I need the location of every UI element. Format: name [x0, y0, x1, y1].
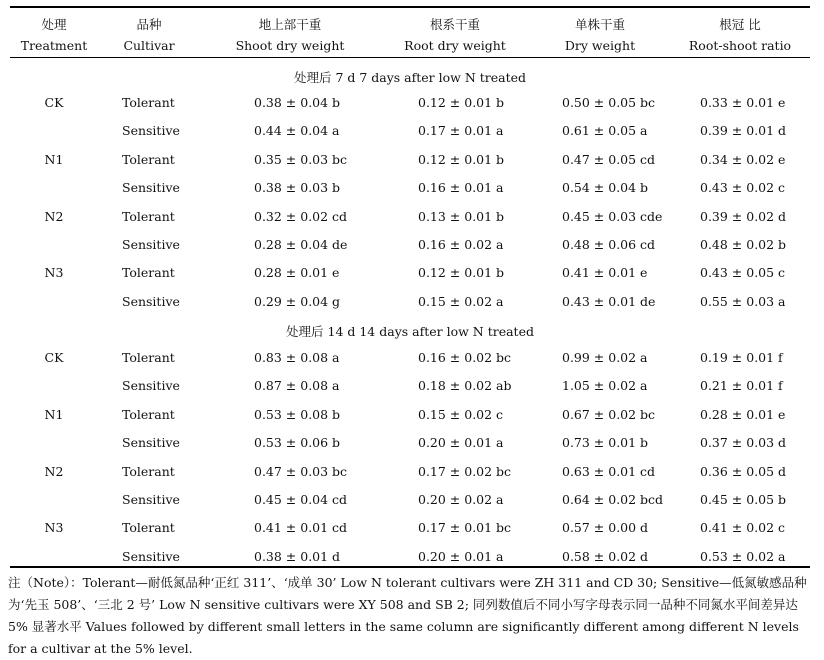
cell-root-dry-weight: 0.12 ± 0.01 b: [418, 95, 505, 110]
table-note: 注（Note）：Tolerant—耐低氮品种‘正红 311’、‘成单 30’ Low N tolerant cultivars were ZH 311 and CD 30; Sensitive—低氮敏感品种为‘先玉 508’、‘三北 2 号’ Low N sensitive cultivars were XY 508 and SB 2; 同列数值后不同小写字母表示同一品种不同氮水平间差异达 5% 显著水平 Values followed by different small letters in the same column are significantly different among different N levels for a cultivar at the 5% level.: [8, 575, 807, 656]
cell-root-dry-weight: 0.16 ± 0.02 a: [418, 237, 504, 252]
section-title: 处理后 7 d 7 days after low N treated: [293, 70, 527, 85]
cell-root-shoot-ratio: 0.43 ± 0.05 c: [700, 265, 786, 281]
cell-dry-weight: 0.73 ± 0.01 b: [562, 435, 649, 451]
cell-treatment: N2: [44, 208, 64, 224]
cell-root-dry-weight: 0.17 ± 0.02 bc: [418, 463, 512, 479]
cell-root-shoot-ratio: 0.19 ± 0.01 f: [700, 350, 783, 365]
cell-dry-weight: 0.41 ± 0.01 e: [562, 265, 648, 281]
cell-dry-weight: 0.47 ± 0.05 cd: [562, 151, 656, 167]
cell-root-shoot-ratio: 0.53 ± 0.02 a: [700, 548, 786, 564]
cell-shoot-dry-weight: 0.83 ± 0.08 a: [254, 350, 340, 365]
cell-root-shoot-ratio: 0.28 ± 0.01 e: [700, 406, 786, 422]
cell-treatment: CK: [44, 95, 64, 110]
cell-dry-weight: 0.58 ± 0.02 d: [562, 548, 649, 564]
cell-cultivar: Sensitive: [122, 293, 180, 309]
cell-shoot-dry-weight: 0.38 ± 0.01 d: [254, 548, 341, 564]
cell-root-shoot-ratio: 0.43 ± 0.02 c: [700, 180, 786, 196]
cell-root-dry-weight: 0.12 ± 0.01 b: [418, 265, 505, 281]
cell-cultivar: Sensitive: [122, 378, 180, 394]
header-root-dry-weight: 根系干重 Root dry weight: [404, 17, 506, 53]
cell-root-dry-weight: 0.20 ± 0.01 a: [418, 435, 504, 451]
cell-dry-weight: 0.61 ± 0.05 a: [562, 123, 648, 139]
cell-root-dry-weight: 0.13 ± 0.01 b: [418, 208, 505, 224]
cell-treatment: N1: [44, 406, 64, 422]
cell-shoot-dry-weight: 0.38 ± 0.03 b: [254, 180, 341, 196]
cell-shoot-dry-weight: 0.28 ± 0.01 e: [254, 265, 340, 281]
header-dry-weight: 单株干重 Dry weight: [564, 17, 636, 53]
cell-shoot-dry-weight: 0.32 ± 0.02 cd: [254, 208, 348, 224]
cell-shoot-dry-weight: 0.44 ± 0.04 a: [254, 123, 340, 139]
cell-dry-weight: 0.43 ± 0.01 de: [562, 293, 656, 309]
cell-dry-weight: 0.54 ± 0.04 b: [562, 180, 649, 196]
cell-root-shoot-ratio: 0.45 ± 0.05 b: [700, 492, 787, 507]
cell-dry-weight: 0.57 ± 0.00 d: [562, 520, 649, 536]
cell-cultivar: Sensitive: [122, 548, 180, 564]
cell-root-dry-weight: 0.16 ± 0.01 a: [418, 180, 504, 196]
cell-root-dry-weight: 0.18 ± 0.02 ab: [418, 378, 512, 394]
cell-shoot-dry-weight: 0.45 ± 0.04 cd: [254, 492, 348, 507]
cell-root-dry-weight: 0.20 ± 0.01 a: [418, 548, 504, 564]
cell-root-dry-weight: 0.17 ± 0.01 bc: [418, 520, 512, 536]
cell-root-shoot-ratio: 0.21 ± 0.01 f: [700, 378, 783, 394]
cell-root-shoot-ratio: 0.34 ± 0.02 e: [700, 151, 786, 167]
cell-cultivar: Sensitive: [122, 237, 180, 252]
cell-root-dry-weight: 0.16 ± 0.02 bc: [418, 350, 512, 365]
cell-cultivar: Tolerant: [122, 265, 175, 281]
cell-dry-weight: 0.63 ± 0.01 cd: [562, 463, 656, 479]
header-treatment: 处理 Treatment: [20, 17, 88, 53]
header-shoot-dry-weight: 地上部干重 Shoot dry weight: [235, 17, 345, 53]
cell-shoot-dry-weight: 0.35 ± 0.03 bc: [254, 151, 348, 167]
cell-shoot-dry-weight: 0.53 ± 0.08 b: [254, 406, 341, 422]
cell-cultivar: Sensitive: [122, 123, 180, 139]
cell-root-shoot-ratio: 0.39 ± 0.02 d: [700, 208, 787, 224]
cell-treatment: N3: [44, 520, 64, 536]
cell-treatment: N3: [44, 265, 64, 281]
cell-root-shoot-ratio: 0.37 ± 0.03 d: [700, 435, 787, 451]
cell-shoot-dry-weight: 0.29 ± 0.04 g: [254, 293, 341, 309]
cell-root-shoot-ratio: 0.55 ± 0.03 a: [700, 293, 786, 309]
header-root-shoot-ratio: 根冠 比 Root-shoot ratio: [688, 17, 792, 53]
header-rule: [10, 57, 810, 58]
cell-root-dry-weight: 0.15 ± 0.02 a: [418, 293, 504, 309]
cell-treatment: CK: [44, 350, 64, 365]
cell-root-shoot-ratio: 0.39 ± 0.01 d: [700, 123, 787, 139]
cell-cultivar: Tolerant: [122, 520, 175, 536]
cell-cultivar: Tolerant: [122, 95, 175, 110]
cell-dry-weight: 0.50 ± 0.05 bc: [562, 95, 656, 110]
cell-dry-weight: 0.48 ± 0.06 cd: [562, 237, 656, 252]
cell-dry-weight: 1.05 ± 0.02 a: [562, 378, 648, 394]
cell-shoot-dry-weight: 0.38 ± 0.04 b: [254, 95, 341, 110]
header-cultivar: 品种 Cultivar: [123, 17, 175, 53]
bottom-rule: [10, 566, 810, 568]
cell-root-shoot-ratio: 0.36 ± 0.05 d: [700, 463, 787, 479]
cell-treatment: N1: [44, 151, 64, 167]
cell-shoot-dry-weight: 0.41 ± 0.01 cd: [254, 520, 348, 536]
cell-root-dry-weight: 0.17 ± 0.01 a: [418, 123, 504, 139]
cell-treatment: N2: [44, 463, 64, 479]
cell-root-shoot-ratio: 0.41 ± 0.02 c: [700, 520, 786, 536]
cell-root-shoot-ratio: 0.48 ± 0.02 b: [700, 237, 787, 252]
cell-dry-weight: 0.99 ± 0.02 a: [562, 350, 648, 365]
cell-dry-weight: 0.67 ± 0.02 bc: [562, 406, 656, 422]
cell-shoot-dry-weight: 0.87 ± 0.08 a: [254, 378, 340, 394]
cell-cultivar: Sensitive: [122, 492, 180, 507]
cell-root-dry-weight: 0.20 ± 0.02 a: [418, 492, 504, 507]
cell-root-shoot-ratio: 0.33 ± 0.01 e: [700, 95, 786, 110]
cell-dry-weight: 0.64 ± 0.02 bcd: [562, 492, 664, 507]
cell-cultivar: Tolerant: [122, 463, 175, 479]
top-rule: [10, 6, 810, 8]
cell-cultivar: Tolerant: [122, 406, 175, 422]
cell-shoot-dry-weight: 0.28 ± 0.04 de: [254, 237, 348, 252]
cell-root-dry-weight: 0.15 ± 0.02 c: [418, 406, 504, 422]
cell-shoot-dry-weight: 0.47 ± 0.03 bc: [254, 463, 348, 479]
cell-root-dry-weight: 0.12 ± 0.01 b: [418, 151, 505, 167]
cell-cultivar: Tolerant: [122, 350, 175, 365]
section-title: 处理后 14 d 14 days after low N treated: [286, 324, 534, 339]
cell-cultivar: Tolerant: [122, 208, 175, 224]
cell-cultivar: Tolerant: [122, 151, 175, 167]
cell-cultivar: Sensitive: [122, 435, 180, 451]
cell-dry-weight: 0.45 ± 0.03 cde: [562, 208, 663, 224]
cell-shoot-dry-weight: 0.53 ± 0.06 b: [254, 435, 341, 451]
cell-cultivar: Sensitive: [122, 180, 180, 196]
